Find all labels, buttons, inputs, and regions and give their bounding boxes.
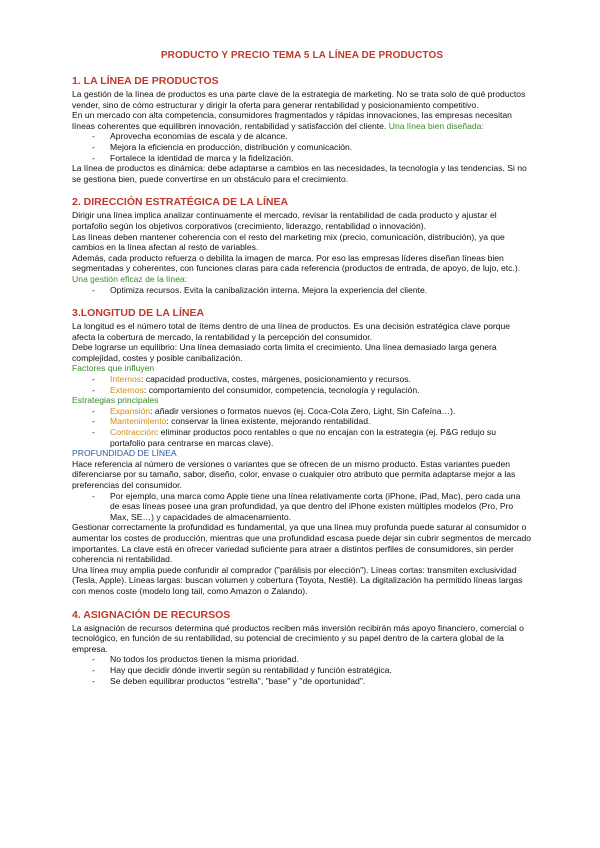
paragraph: Las líneas deben mantener coherencia con el resto del marketing mix (precio, comunicación, distribución), ya que cambios en la línea afectan al resto de variables. [72, 231, 505, 253]
document-page [72, 50, 532, 686]
list-item: - Contracción: eliminar productos poco rentables o que no encajan con la estrategia (ej. P&G redujo su portafolio para centrarse en marcas clave). [92, 427, 496, 448]
green-label: Una gestión eficaz de la línea: [72, 273, 188, 284]
paragraph: Debe lograrse un equilibrio: Una línea demasiado corta limita el crecimiento. Una línea demasiado larga genera complejidad, costes y posible canibalización. [72, 342, 497, 363]
bullet-list [72, 285, 532, 296]
list-item: - Aprovecha economías de escala y de alcance. [92, 131, 288, 142]
subheading-estrategias: Estrategias principales [72, 395, 159, 406]
green-label: Una línea bien diseñada: [388, 120, 484, 131]
paragraph: La asignación de recursos determina qué productos reciben más inversión recibirán más apoyo financiero, comercial o tecnológico, en función de su rentabilidad, su potencial de crecimiento y su papel dentro de la cartera global de la empresa. [72, 622, 524, 654]
paragraph: Hace referencia al número de versiones o variantes que se ofrecen de un mismo producto. Estas variantes pueden diferenciarse por su tamaño, sabor, diseño, color, envase o cualquier otro atributo que permita adaptarse mejor a las preferencias del consumidor. [72, 458, 516, 490]
paragraph: Una línea muy amplia puede confundir al comprador ("parálisis por elección"). Líneas cortas: transmiten exclusividad (Tesla, Apple). Líneas largas: buscan volumen y cobertura (Toyota, Nestlé). La digitalización ha permitido líneas largas con menos coste (modelo long tail, como Amazon o Zalando). [72, 564, 523, 596]
list-item: - Optimiza recursos. Evita la canibalización interna. Mejora la experiencia del cliente. [92, 284, 428, 295]
paragraph: En un mercado con alta competencia, consumidores fragmentados y rápidas innovaciones, las empresas necesitan líneas coherentes que equilibren innovación, rentabilidad y satisfacción del cliente. Una línea bien diseñada: [72, 110, 512, 131]
paragraph: Dirigir una línea implica analizar continuamente el mercado, revisar la rentabilidad de cada producto y ajustar el portafolio según los objetivos corporativos (crecimiento, liderazgo, rentabilidad o innovación). [72, 210, 497, 231]
factor-list [72, 374, 532, 395]
list-item: - Internos: capacidad productiva, costes, márgenes, posicionamiento y recursos. [92, 374, 411, 385]
list-item: - Mantenimiento: conservar la línea existente, mejorando rentabilidad. [92, 416, 371, 427]
section-heading-2: 2. DIRECCIÓN ESTRATÉGICA DE LA LÍNEA [72, 196, 289, 209]
bullet-list [72, 131, 532, 163]
paragraph: La gestión de la línea de productos es una parte clave de la estrategia de marketing. No se trata solo de qué productos vender, sino de cómo estructurar y dirigir la oferta para generar rentabilidad y posicionamiento competitivo. [72, 89, 526, 110]
paragraph: La línea de productos es dinámica: debe adaptarse a cambios en las necesidades, la tecnología y las tendencias. Si no se gestiona bien, puede convertirse en un obstáculo para el crecimiento. [72, 163, 527, 184]
bullet-list [72, 654, 532, 686]
list-item: - Hay que decidir dónde invertir según su rentabilidad y función estratégica. [92, 664, 392, 675]
subheading-factores: Factores que influyen [72, 363, 155, 374]
paragraph: La longitud es el número total de ítems dentro de una línea de productos. Es una decisión estratégica clave porque afecta la cobertura de mercado, la rentabilidad y la percepción del consumidor. [72, 321, 511, 342]
list-item: - Por ejemplo, una marca como Apple tiene una línea relativamente corta (iPhone, iPad, Mac), pero cada una de esas líneas posee una gran profundidad, ya que dentro del iPhone existen múltiples modelos (Pro, Pro Max, SE…) y capacidades de almacenamiento. [92, 490, 521, 522]
paragraph: Gestionar correctamente la profundidad es fundamental, ya que una línea muy profunda puede saturar al consumidor o aumentar los costes de producción, mientras que una profundidad escasa puede dejar sin cubrir segmentos de mercado importantes. La clave está en ofrecer variedad suficiente para atraer a distintos perfiles de consumidores, sin perder coherencia ni rentabilidad. [72, 522, 532, 565]
section-heading-1: 1. LA LÍNEA DE PRODUCTOS [72, 75, 219, 87]
paragraph: Además, cada producto refuerza o debilita la imagen de marca. Por eso las empresas líderes diseñan líneas bien segmentadas y coherentes, con funciones claras para cada referencia (productos de entrada, de apoyo, de lujo, etc.). [72, 252, 521, 274]
strategy-list [72, 406, 532, 448]
document-title: PRODUCTO Y PRECIO TEMA 5 LA LÍNEA DE PRODUCTOS [160, 50, 444, 61]
list-item: - Expansión: añadir versiones o formatos nuevos (ej. Coca-Cola Zero, Light, Sin Cafeína…). [92, 405, 456, 416]
section-heading-4: 4. ASIGNACIÓN DE RECURSOS [72, 608, 231, 621]
list-item: - Externos: comportamiento del consumidor, competencia, tecnología y regulación. [92, 384, 420, 395]
subheading-profundidad: PROFUNDIDAD DE LÍNEA [72, 448, 177, 459]
list-item: - Mejora la eficiencia en producción, distribución y comunicación. [92, 141, 353, 152]
list-item: - Se deben equilibrar productos "estrella", "base" y "de oportunidad". [92, 675, 366, 686]
list-item: - No todos los productos tienen la misma prioridad. [92, 654, 299, 665]
bullet-list [72, 491, 532, 523]
list-item: - Fortalece la identidad de marca y la fidelización. [92, 152, 294, 163]
section-heading-3: 3.LONGITUD DE LA LÍNEA [72, 307, 205, 320]
